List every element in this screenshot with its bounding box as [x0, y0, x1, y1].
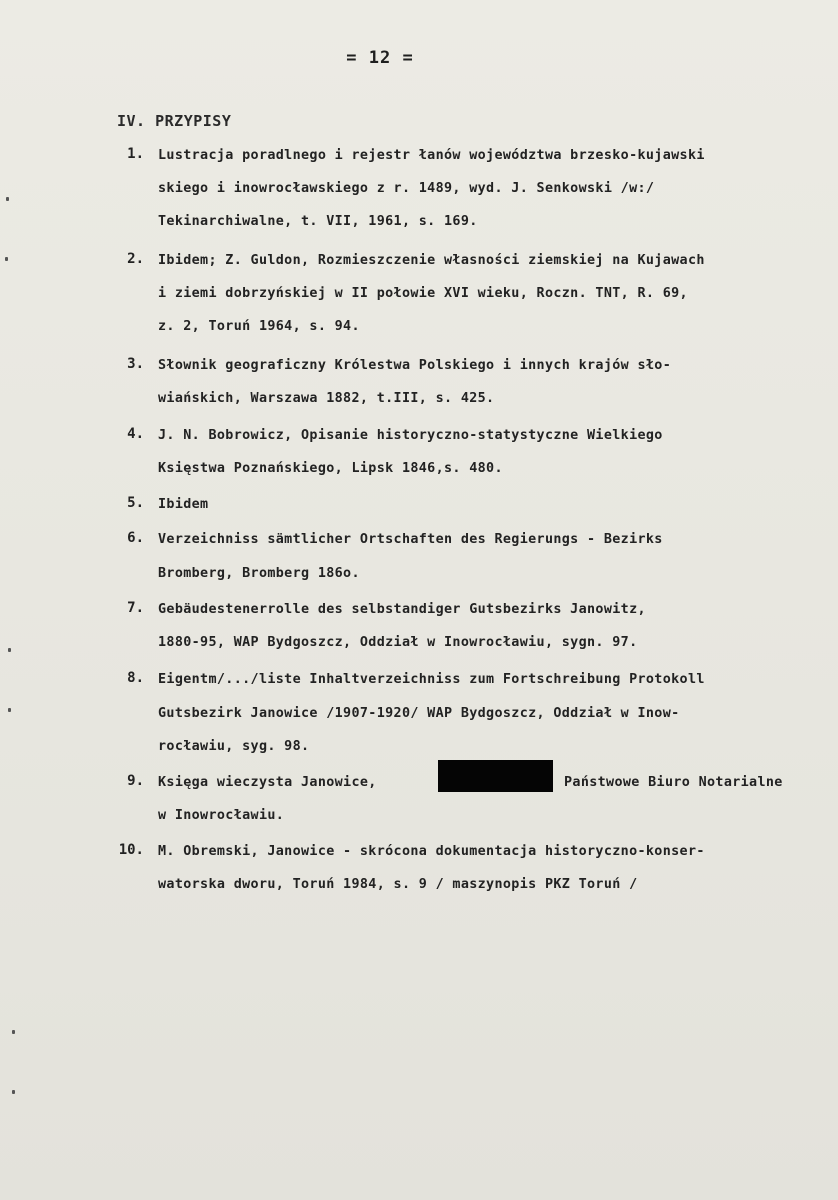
footnote-number: 8. [127, 670, 144, 686]
margin-mark [8, 648, 11, 652]
footnote-number: 6. [127, 530, 144, 546]
footnote-line: skiego i inowrocławskiego z r. 1489, wyd. J. Senkowski /w:/ [158, 181, 655, 196]
footnote-line: Ibidem [158, 497, 209, 512]
footnote-line: w Inowrocławiu. [158, 808, 285, 823]
redaction-block [438, 760, 553, 792]
footnote-line: Tekinarchiwalne, t. VII, 1961, s. 169. [158, 214, 478, 229]
footnote-line: Gutsbezirk Janowice /1907-1920/ WAP Bydgoszcz, Oddział w Inow- [158, 706, 680, 721]
footnote-line: J. N. Bobrowicz, Opisanie historyczno-statystyczne Wielkiego [158, 428, 663, 443]
margin-mark [8, 708, 11, 712]
footnote-line: watorska dworu, Toruń 1984, s. 9 / maszynopis PKZ Toruń / [158, 877, 638, 892]
footnote-line: Państwowe Biuro Notarialne [564, 775, 783, 790]
footnote-number: 3. [127, 356, 144, 372]
margin-mark [12, 1090, 15, 1094]
footnote-number: 9. [127, 773, 144, 789]
footnote-line: wiańskich, Warszawa 1882, t.III, s. 425. [158, 391, 495, 406]
footnote-line: Ibidem; Z. Guldon, Rozmieszczenie własności ziemskiej na Kujawach [158, 253, 705, 268]
section-heading: IV. PRZYPISY [117, 112, 232, 130]
footnote-line: Bromberg, Bromberg 186o. [158, 566, 360, 581]
margin-mark [6, 197, 9, 201]
footnote-line: i ziemi dobrzyńskiej w II połowie XVI wieku, Roczn. TNT, R. 69, [158, 286, 688, 301]
footnote-number: 10. [118, 842, 144, 858]
page-number: = 12 = [346, 48, 414, 68]
footnote-line: Gebäudestenerrolle des selbstandiger Gutsbezirks Janowitz, [158, 602, 646, 617]
margin-mark [12, 1030, 15, 1034]
footnote-number: 1. [127, 146, 144, 162]
footnote-line: Verzeichniss sämtlicher Ortschaften des Regierungs - Bezirks [158, 532, 663, 547]
footnote-line: Lustracja poradlnego i rejestr łanów województwa brzesko-kujawski [158, 148, 705, 163]
footnote-line: Słownik geograficzny Królestwa Polskiego i innych krajów sło- [158, 358, 672, 373]
footnote-number: 2. [127, 251, 144, 267]
footnote-number: 4. [127, 426, 144, 442]
footnote-line: Księga wieczysta Janowice, [158, 775, 377, 790]
footnote-number: 5. [127, 495, 144, 511]
margin-mark [5, 257, 8, 261]
footnote-line: rocławiu, syg. 98. [158, 739, 310, 754]
footnote-line: Księstwa Poznańskiego, Lipsk 1846,s. 480. [158, 461, 503, 476]
footnote-line: z. 2, Toruń 1964, s. 94. [158, 319, 360, 334]
footnote-number: 7. [127, 600, 144, 616]
footnote-line: 1880-95, WAP Bydgoszcz, Oddział w Inowrocławiu, sygn. 97. [158, 635, 638, 650]
footnote-line: M. Obremski, Janowice - skrócona dokumentacja historyczno-konser- [158, 844, 705, 859]
footnote-line: Eigentm/.../liste Inhaltverzeichniss zum Fortschreibung Protokoll [158, 672, 705, 687]
